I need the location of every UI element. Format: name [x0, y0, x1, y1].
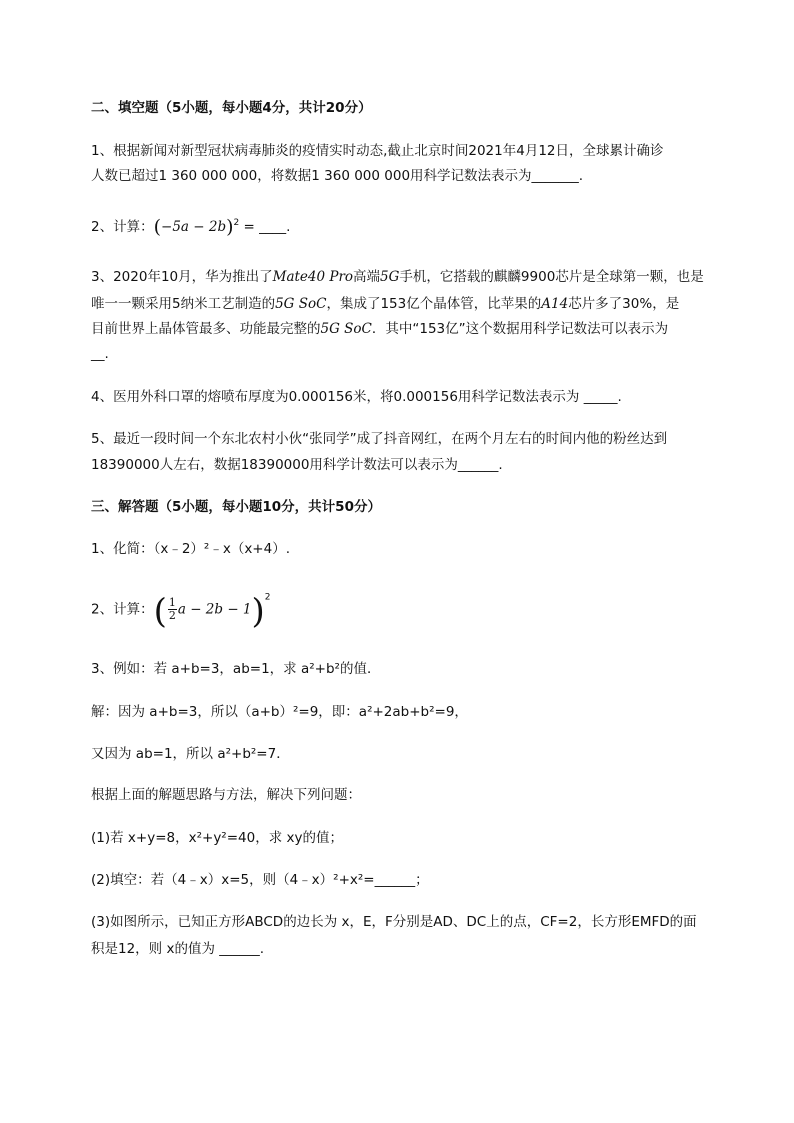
- text: ．其中“153亿”这个数据用科学记数法可以表示为: [371, 321, 669, 337]
- s2-q3-line3: [91, 320, 668, 338]
- big-paren-right: ): [251, 591, 265, 632]
- s3-q3-line1: 3、例如：若 a+b=3，ab=1，求 a²+b²的值．: [91, 661, 381, 677]
- section2-heading: 二、填空题（5小题，每小题4分，共计20分）: [91, 100, 372, 116]
- math-soc: 5G SoC: [320, 321, 372, 337]
- s3-q3-p3-line1: (3)如图所示，已知正方形ABCD的边长为 x，E，F分别是AD、DC上的点，CF=2，长方形EMFD的面: [91, 914, 697, 930]
- s3-q2-rest: a − 2b − 1: [177, 601, 252, 618]
- frac-num: 1: [168, 596, 176, 609]
- text: 3、2020年10月，华为推出了: [91, 269, 273, 285]
- s2-q5-line1: 5、最近一段时间一个东北农村小伙“张同学”成了抖音网红，在两个月左右的时间内他的粉丝达到: [91, 431, 668, 447]
- frac-den: 2: [168, 609, 176, 622]
- paren-right: ): [226, 216, 234, 238]
- text: 芯片多了30%，是: [568, 296, 680, 312]
- s2-q1-line2: 人数已超过1 360 000 000，将数据1 360 000 000用科学记数法表示为_______.: [91, 168, 584, 184]
- text: 唯一一颗采用5纳米工艺制造的: [91, 296, 276, 312]
- s2-q1-line1: 1、根据新闻对新型冠状病毒肺炎的疫情实时动态,截止北京时间2021年4月12日，全球累计确诊: [91, 143, 664, 159]
- s2-q5-line2: 18390000人左右，数据18390000用科学计数法可以表示为______.: [91, 457, 503, 473]
- section3-heading: 三、解答题（5小题，每小题10分，共计50分）: [91, 499, 381, 515]
- s2-q3-line1: [91, 268, 704, 286]
- s3-q1-line1: 1、化简：（x﹣2）²﹣x（x+4）.: [91, 541, 290, 557]
- s2-q3-line4: __.: [91, 346, 109, 362]
- paren-left: (: [153, 216, 162, 238]
- math-a14: A14: [541, 296, 569, 312]
- math-5g: 5G: [380, 269, 400, 285]
- s2-q2-prefix: 2、计算：: [91, 219, 154, 235]
- s3-q2: [91, 591, 271, 632]
- math-phone: Mate40 Pro: [272, 269, 354, 285]
- s2-q2-inner: −5a − 2b: [161, 219, 227, 235]
- fraction: [168, 597, 177, 622]
- text: 目前世界上晶体管最多、功能最完整的: [91, 321, 321, 337]
- big-paren-left: (: [153, 591, 167, 632]
- text: 手机，它搭载的麒麟9900芯片是全球第一颗，也是: [399, 269, 704, 285]
- s2-q4-line1: 4、医用外科口罩的熔喷布厚度为0.000156米，将0.000156用科学记数法表示为 _____.: [91, 389, 622, 405]
- text: ，集成了153亿个晶体管，比苹果的: [326, 296, 542, 312]
- text: 高端: [353, 269, 381, 285]
- s3-q2-exp: 2: [264, 592, 271, 603]
- s2-q2: [91, 218, 290, 236]
- s2-q3-line2: [91, 295, 679, 313]
- s3-q3-line3: 又因为 ab=1，所以 a²+b²=7．: [91, 746, 290, 762]
- s3-q2-prefix: 2、计算：: [91, 601, 154, 618]
- s3-q3-p1: (1)若 x+y=8，x²+y²=40，求 xy的值；: [91, 830, 343, 846]
- s2-q2-exp: 2: [233, 218, 240, 228]
- s3-q3-p2: (2)填空：若（4﹣x）x=5，则（4﹣x）²+x²=______；: [91, 872, 429, 888]
- math-soc: 5G SoC: [275, 296, 327, 312]
- s3-q3-line2: 解：因为 a+b=3，所以（a+b）²=9，即：a²+2ab+b²=9，: [91, 704, 468, 720]
- s2-q2-suffix: = ____.: [239, 219, 291, 235]
- s3-q3-line4: 根据上面的解题思路与方法，解决下列问题：: [91, 787, 361, 803]
- s3-q3-p3-line2: 积是12，则 x的值为 ______.: [91, 941, 265, 957]
